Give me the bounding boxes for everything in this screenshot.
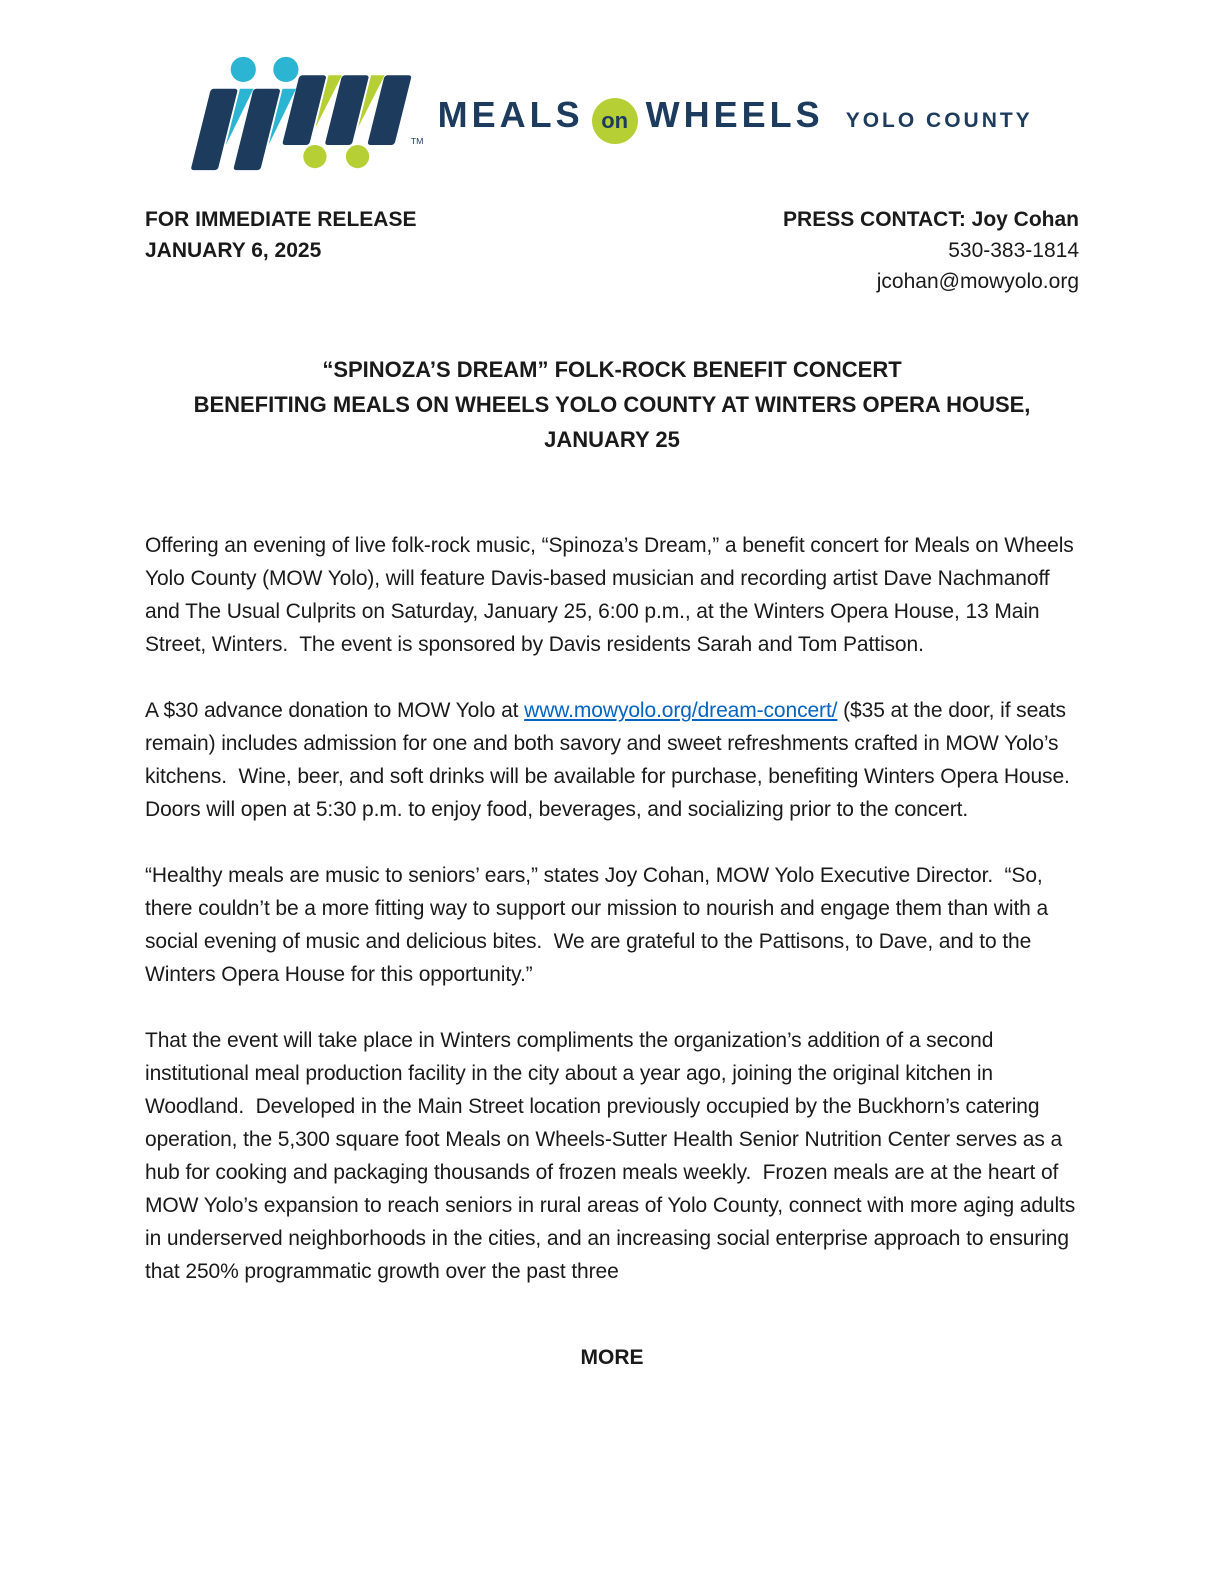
body-text xyxy=(145,529,1082,1288)
paragraph-2 xyxy=(145,694,1082,826)
contact-name: PRESS CONTACT: Joy Cohan xyxy=(783,208,1079,231)
person-head-icon xyxy=(274,57,299,82)
wheel-dot-icon xyxy=(304,145,327,168)
trademark-symbol: TM xyxy=(411,135,424,146)
contact-email: jcohan@mowyolo.org xyxy=(876,270,1079,293)
document-content xyxy=(0,204,1224,1370)
headline-line1: “SPINOZA’S DREAM” FOLK-ROCK BENEFIT CONCERT xyxy=(322,357,902,382)
logo-on-badge xyxy=(592,98,638,144)
paragraph-4: That the event will take place in Winters compliments the organization’s addition of a second institutional meal production facility in the city about a year ago, joining the original kitchen in Woodland. Developed in the Main Street location previously occupied by the Buckhorn’s catering operation, the 5,300 square foot Meals on Wheels-Sutter Health Senior Nutrition Center serves as a hub for cooking and packaging thousands of frozen meals weekly. Frozen meals are at the heart of MOW Yolo’s expansion to reach seniors in rural areas of Yolo County, connect with more aging adults in underserved neighborhoods in the cities, and an increasing social enterprise approach to ensuring that 250% programmatic growth over the past three xyxy=(145,1029,1081,1283)
paragraph-1: Offering an evening of live folk-rock music, “Spinoza’s Dream,” a benefit concert for Meals on Wheels Yolo County (MOW Yolo), will feature Davis-based musician and recording artist Dave Nachmanoff and The Usual Culprits on Saturday, January 25, 6:00 p.m., at the Winters Opera House, 13 Main Street, Winters. The event is sponsored by Davis residents Sarah and Tom Pattison. xyxy=(145,534,1080,656)
logo-text-on: on xyxy=(601,108,629,133)
logo-text-meals: MEALS xyxy=(437,94,584,135)
logo-wordmark xyxy=(438,94,1033,140)
release-info xyxy=(145,204,416,266)
person-head-icon xyxy=(231,57,256,82)
wheel-dot-icon xyxy=(346,145,369,168)
contact-phone: 530-383-1814 xyxy=(948,239,1079,262)
press-contact xyxy=(783,204,1079,297)
paragraph-2-text-before: A $30 advance donation to MOW Yolo at xyxy=(145,699,525,722)
release-label: FOR IMMEDIATE RELEASE xyxy=(145,208,417,231)
more-marker: MORE xyxy=(580,1346,644,1369)
logo-text-wheels: WHEELS xyxy=(645,94,824,135)
release-header xyxy=(145,204,1079,297)
logo xyxy=(0,0,1224,174)
release-date: JANUARY 6, 2025 xyxy=(145,239,322,262)
headline xyxy=(145,352,1079,457)
paragraph-3: “Healthy meals are music to seniors’ ears,” states Joy Cohan, MOW Yolo Executive Director. “So, there couldn’t be a more fitting way to support our mission to nourish and engage them than with a social evening of music and delicious bites. We are grateful to the Pattisons, to Dave, and to the Winters Opera House for this opportunity.” xyxy=(145,864,1054,986)
dream-concert-link[interactable]: www.mowyolo.org/dream-concert/ xyxy=(524,699,838,722)
paragraph-2-text-after: ($35 at the door, if seats remain) includes admission for one and both savory and sweet refreshments crafted in MOW Yolo’s kitchens. Wine, beer, and soft drinks will be available for purchase, benefiting Winters Opera House. Doors will open at 5:30 p.m. to enjoy food, beverages, and socializing prior to the concert. xyxy=(145,699,1082,821)
mow-logo-mark-icon xyxy=(191,52,423,174)
headline-line2: BENEFITING MEALS ON WHEELS YOLO COUNTY AT WINTERS OPERA HOUSE, JANUARY 25 xyxy=(193,392,1031,452)
logo-text-region: YOLO COUNTY xyxy=(845,109,1033,132)
